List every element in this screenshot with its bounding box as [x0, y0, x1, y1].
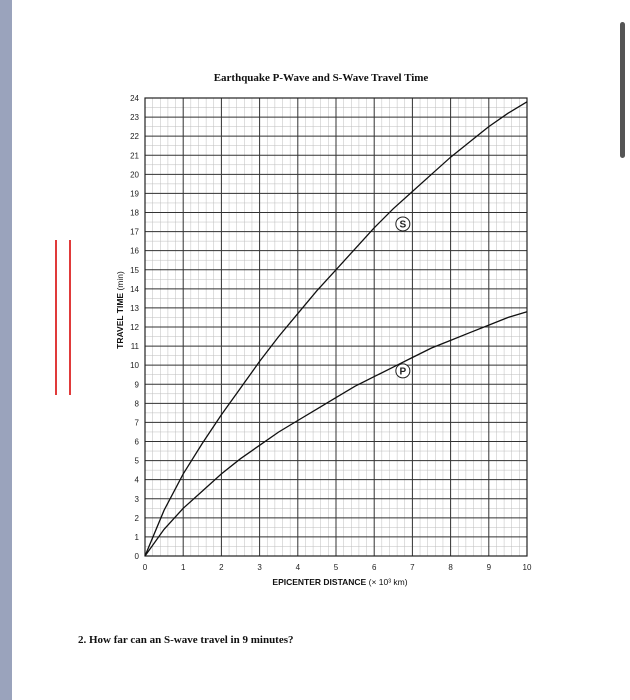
- y-tick-label: 22: [130, 132, 139, 142]
- y-tick-label: 24: [130, 94, 139, 103]
- y-tick-label: 5: [134, 456, 139, 466]
- x-tick-label: 1: [180, 563, 186, 572]
- curve-label-s: S: [399, 219, 407, 231]
- x-axis-title: EPICENTER DISTANCE: [272, 577, 367, 587]
- x-tick-label: 8: [448, 563, 453, 572]
- x-tick-label: 3: [257, 563, 262, 572]
- x-tick-label: 0: [142, 563, 148, 572]
- y-tick-label: 18: [130, 208, 139, 218]
- x-tick-label: 5: [333, 563, 339, 572]
- curve-label-p: P: [399, 366, 407, 378]
- y-tick-label: 21: [130, 151, 139, 161]
- x-tick-label: 2: [219, 563, 224, 572]
- x-tick-label: 9: [486, 563, 492, 572]
- x-tick-label: 10: [522, 563, 532, 572]
- y-tick-label: 16: [130, 246, 139, 256]
- y-axis-unit: (min): [115, 271, 125, 291]
- y-tick-label: 4: [134, 475, 139, 485]
- x-axis-unit: (× 10³ km): [368, 577, 408, 587]
- y-tick-label: 19: [130, 189, 139, 199]
- y-tick-label: 3: [134, 494, 139, 504]
- y-axis-title: TRAVEL TIME: [115, 292, 125, 349]
- y-tick-label: 1: [134, 532, 139, 542]
- x-axis-label: [150, 577, 530, 587]
- chart-title: Earthquake P-Wave and S-Wave Travel Time: [213, 72, 429, 84]
- y-tick-label: 7: [134, 418, 139, 428]
- x-tick-label: 7: [410, 563, 415, 572]
- question-text: 2. How far can an S-wave travel in 9 minutes?: [78, 634, 294, 646]
- y-tick-label: 15: [130, 265, 139, 275]
- y-tick-label: 10: [130, 361, 139, 371]
- y-tick-label: 0: [134, 552, 139, 561]
- y-tick-label: 17: [130, 227, 139, 237]
- x-tick-label: 6: [371, 563, 377, 572]
- y-tick-label: 14: [130, 284, 139, 294]
- y-tick-label: 6: [134, 437, 139, 447]
- y-tick-label: 12: [130, 323, 139, 332]
- y-tick-label: 8: [134, 399, 139, 409]
- y-tick-label: 2: [134, 513, 139, 523]
- y-axis-label: [115, 240, 125, 380]
- y-tick-label: 9: [134, 380, 139, 390]
- y-tick-label: 11: [130, 342, 139, 352]
- x-tick-label: 4: [295, 563, 301, 572]
- y-tick-label: 20: [130, 170, 139, 180]
- y-tick-label: 13: [130, 303, 139, 313]
- y-tick-label: 23: [130, 113, 139, 123]
